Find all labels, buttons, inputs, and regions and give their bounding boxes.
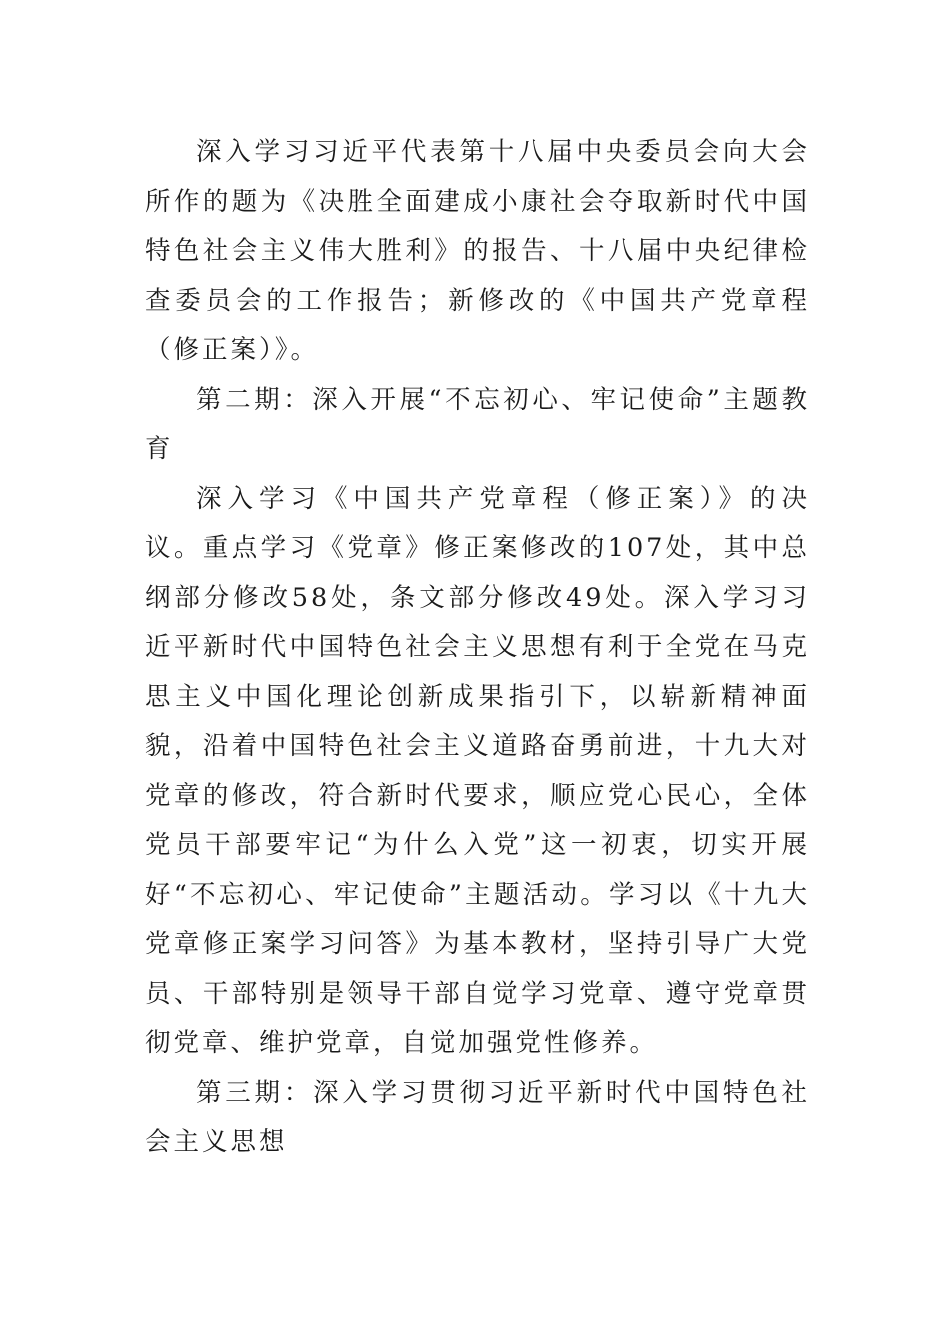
paragraph-intro: 深入学习习近平代表第十八届中央委员会向大会所作的题为《决胜全面建成小康社会夺取新时代中国特色社会主义伟大胜利》的报告、十八届中央纪律检查委员会的工作报告；新修改的《中国共产党章程（修正案）》。 <box>145 137 810 365</box>
document-body <box>145 128 810 1168</box>
heading-phase-two: 第二期：深入开展“不忘初心、牢记使命”主题教育 <box>145 384 810 464</box>
heading-phase-three: 第三期：深入学习贯彻习近平新时代中国特色社会主义思想 <box>145 1077 810 1157</box>
paragraph-phase-two-body: 深入学习《中国共产党章程（修正案）》的决议。重点学习《党章》修正案修改的107处，其中总纲部分修改58处，条文部分修改49处。深入学习习近平新时代中国特色社会主义思想有利于全党在马克思主义中国化理论创新成果指引下，以崭新精神面貌，沿着中国特色社会主义道路奋勇前进，十九大对党章的修改，符合新时代要求，顺应党心民心，全体党员干部要牢记“为什么入党”这一初衷，切实开展好“不忘初心、牢记使命”主题活动。学习以《十九大党章修正案学习问答》为基本教材，坚持引导广大党员、干部特别是领导干部自觉学习党章、遵守党章贯彻党章、维护党章，自觉加强党性修养。 <box>145 483 810 1058</box>
